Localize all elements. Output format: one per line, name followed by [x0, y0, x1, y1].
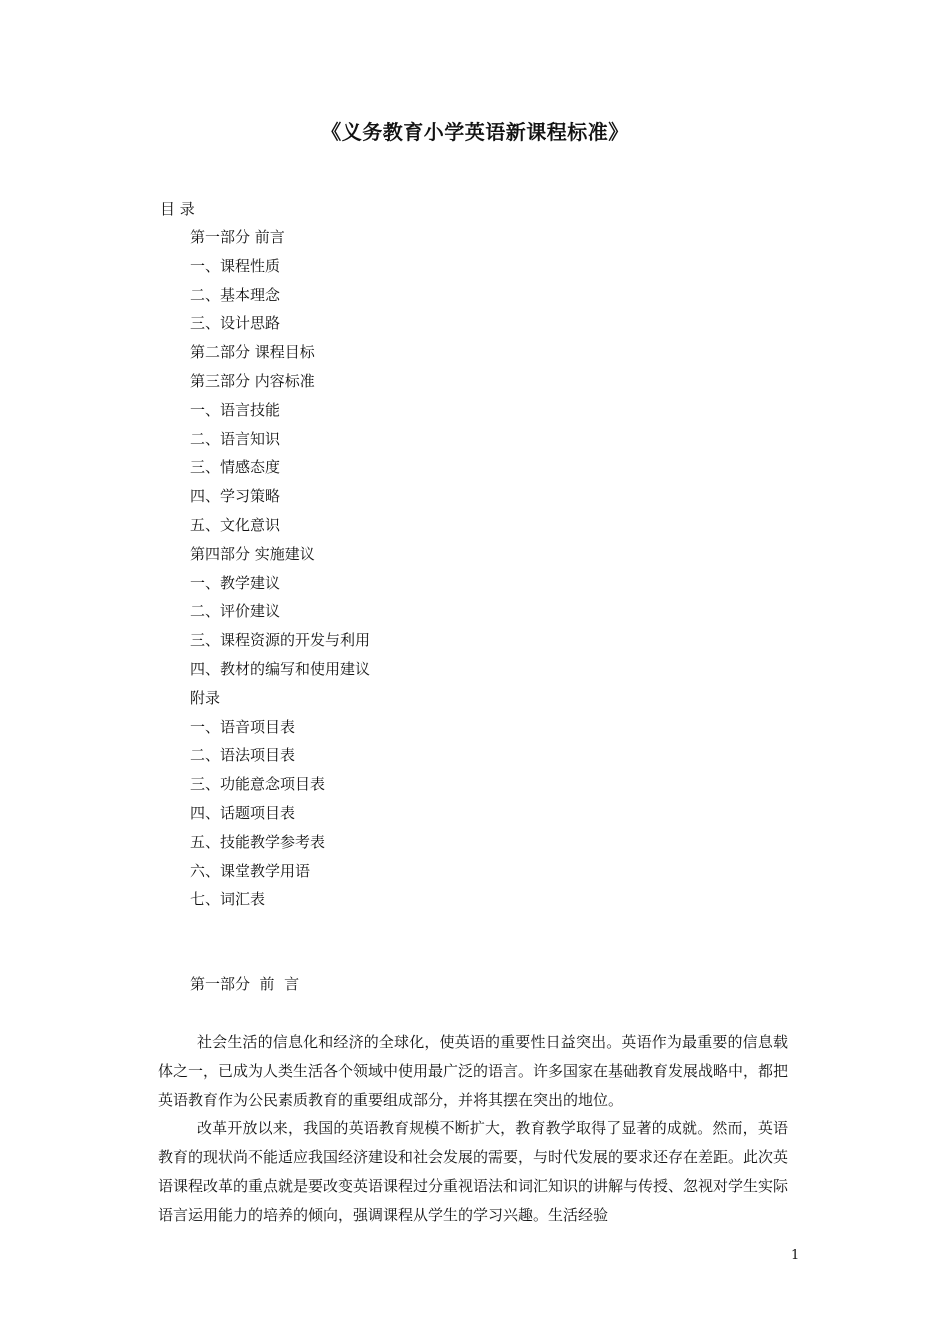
body-paragraph: 改革开放以来，我国的英语教育规模不断扩大，教育教学取得了显著的成就。然而，英语教育的现状尚不能适应我国经济建设和社会发展的需要，与时代发展的要求还存在差距。此次英语课程改革的重点就是要改变英语课程过分重视语法和词汇知识的讲解与传授、忽视对学生实际语言运用能力的培养的倾向，强调课程从学生的学习兴趣。生活经验 [158, 1119, 789, 1224]
toc-item: 七、词汇表 [190, 890, 266, 909]
toc-item: 三、设计思路 [190, 314, 281, 333]
body-text [158, 1028, 788, 1230]
toc-item: 一、语音项目表 [190, 717, 296, 736]
toc-item: 第一部分 前言 [190, 228, 285, 246]
toc-item: 第三部分 内容标准 [190, 371, 315, 390]
toc-item: 第四部分 实施建议 [190, 544, 315, 563]
toc-item: 二、基本理念 [190, 285, 281, 304]
table-of-contents [190, 226, 370, 917]
toc-heading: 目 录 [160, 200, 195, 218]
toc-item: 三、功能意念项目表 [190, 775, 326, 794]
toc-item: 一、语言技能 [190, 400, 281, 419]
toc-item: 二、语法项目表 [190, 746, 296, 765]
toc-item: 四、话题项目表 [190, 803, 296, 822]
document-title: 《义务教育小学英语新课程标准》 [321, 120, 629, 144]
page-number: 1 [791, 1248, 800, 1263]
toc-item: 三、情感态度 [190, 458, 281, 477]
toc-item: 附录 [190, 688, 221, 707]
toc-item: 二、评价建议 [190, 602, 281, 621]
toc-item: 四、教材的编写和使用建议 [190, 659, 371, 678]
toc-item: 五、技能教学参考表 [190, 832, 326, 851]
section-heading: 第一部分 前 言 [190, 975, 300, 993]
body-paragraph: 社会生活的信息化和经济的全球化，使英语的重要性日益突出。英语作为最重要的信息载体之一，已成为人类生活各个领域中使用最广泛的语言。许多国家在基础教育发展战略中，都把英语教育作为公民素质教育的重要组成部分，并将其摆在突出的地位。 [158, 1033, 789, 1109]
toc-item: 第二部分 课程目标 [190, 343, 315, 362]
toc-item: 五、文化意识 [190, 515, 281, 534]
toc-item: 四、学习策略 [190, 487, 281, 506]
toc-item: 三、课程资源的开发与利用 [190, 631, 371, 650]
toc-item: 一、教学建议 [190, 573, 281, 592]
toc-item: 一、课程性质 [190, 256, 281, 275]
toc-item: 二、语言知识 [190, 429, 281, 448]
toc-item: 六、课堂教学用语 [190, 861, 311, 880]
